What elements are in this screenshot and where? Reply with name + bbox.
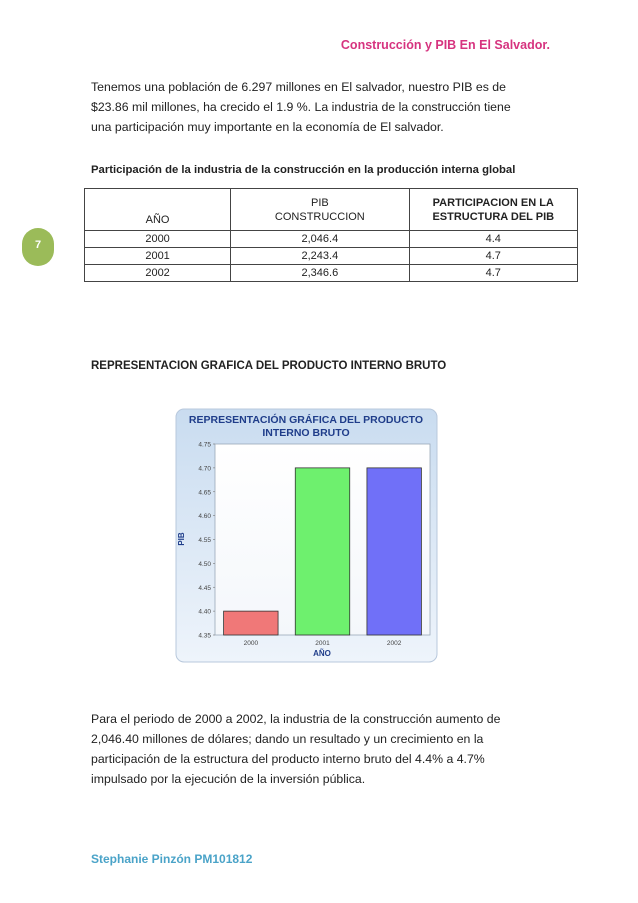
cell-year: 2002 — [85, 265, 231, 282]
y-tick-label: 4.50 — [198, 560, 211, 568]
y-axis-label: PIB — [177, 532, 186, 546]
x-axis-label: AÑO — [313, 649, 331, 658]
y-tick-label: 4.45 — [198, 584, 211, 592]
y-tick-label: 4.75 — [198, 441, 211, 449]
page-number: 7 — [34, 239, 42, 251]
header-participacion: PARTICIPACION EN LA ESTRUCTURA DEL PIB — [409, 189, 577, 231]
page-number-badge — [22, 228, 54, 266]
conclusion-line: Para el periodo de 2000 a 2002, la industria de la construcción aumento de — [91, 712, 501, 726]
intro-line: Tenemos una población de 6.297 millones en El salvador, nuestro PIB es de — [91, 80, 506, 94]
table-row — [85, 265, 578, 282]
table-row — [85, 231, 578, 248]
header-pib-construccion: PIB CONSTRUCCION — [231, 189, 409, 231]
cell-pib: 2,346.6 — [231, 265, 409, 282]
chart-title-line2: INTERNO BRUTO — [262, 427, 350, 439]
y-tick-label: 4.55 — [198, 537, 211, 544]
conclusion-line: impulsado por la ejecución de la inversión pública. — [91, 772, 366, 786]
intro-paragraph — [91, 77, 551, 137]
table-row — [85, 248, 578, 265]
conclusion-line: participación de la estructura del producto interno bruto del 4.4% a 4.7% — [91, 752, 485, 766]
x-tick-label: 2001 — [315, 640, 330, 647]
header-title: Construcción y PIB En El Salvador. — [340, 38, 550, 52]
pib-chart-svg — [175, 408, 438, 663]
cell-year: 2001 — [85, 248, 231, 265]
cell-pib: 2,243.4 — [231, 248, 409, 265]
x-tick-label: 2000 — [243, 640, 259, 647]
table-caption: Participación de la industria de la construcción en la producción interna global — [91, 164, 516, 176]
bar-2000 — [224, 611, 278, 635]
x-tick-label: 2002 — [386, 640, 402, 647]
table-header-row — [85, 189, 578, 231]
y-tick-label: 4.65 — [198, 489, 211, 497]
pib-chart — [175, 408, 438, 663]
header-year: AÑO — [85, 189, 231, 231]
footer-author: Stephanie Pinzón PM101812 — [91, 852, 253, 866]
pib-table — [84, 188, 578, 282]
chart-title-line1: REPRESENTACIÓN GRÁFICA DEL PRODUCTO — [188, 414, 424, 426]
y-tick-label: 4.60 — [198, 513, 211, 521]
y-tick-label: 4.35 — [198, 632, 211, 640]
cell-participacion: 4.7 — [409, 265, 577, 282]
bar-2002 — [367, 468, 421, 635]
conclusion-line: 2,046.40 millones de dólares; dando un resultado y un crecimiento en la — [91, 732, 484, 746]
intro-line: una participación muy importante en la economía de El salvador. — [91, 120, 444, 134]
cell-pib: 2,046.4 — [231, 231, 409, 248]
section-heading: REPRESENTACION GRAFICA DEL PRODUCTO INTERNO BRUTO — [91, 360, 447, 372]
cell-year: 2000 — [85, 231, 231, 248]
intro-line: $23.86 mil millones, ha crecido el 1.9 %. La industria de la construcción tiene — [91, 100, 511, 114]
bar-2001 — [295, 468, 349, 635]
y-tick-label: 4.40 — [198, 608, 211, 616]
cell-participacion: 4.7 — [409, 248, 577, 265]
conclusion-paragraph — [91, 709, 541, 789]
cell-participacion: 4.4 — [409, 231, 577, 248]
y-tick-label: 4.70 — [198, 465, 211, 473]
